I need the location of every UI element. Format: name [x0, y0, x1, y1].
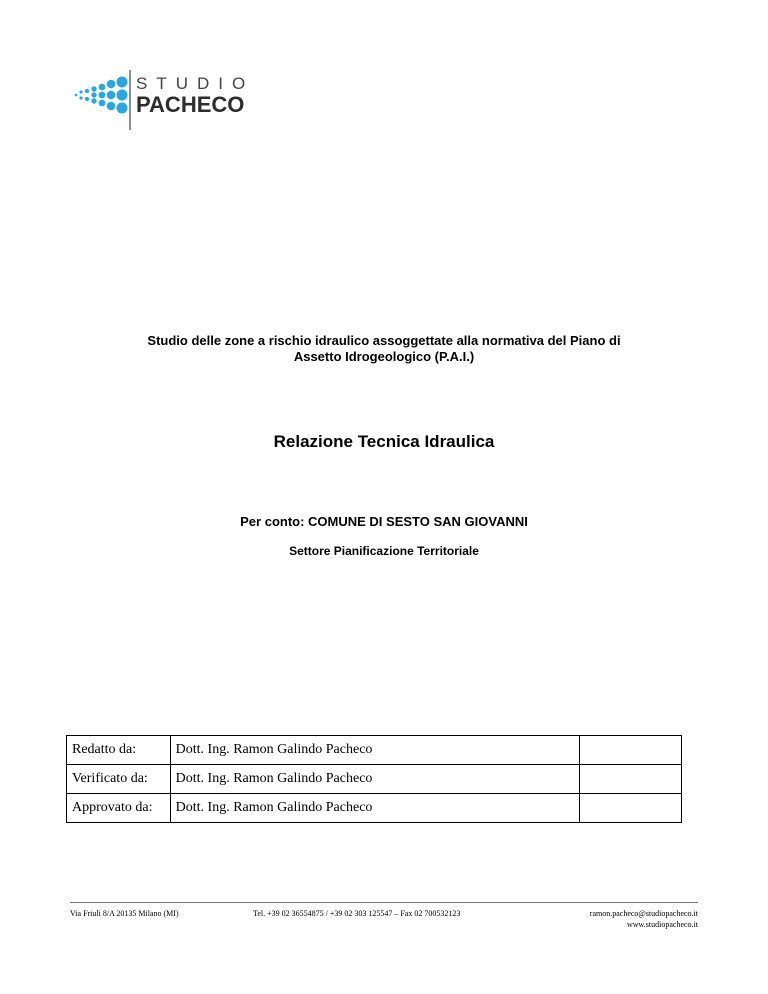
- signoff-label: Redatto da:: [67, 736, 171, 765]
- signoff-label: Approvato da:: [67, 794, 171, 823]
- document-subject: [80, 333, 688, 365]
- subject-line-2: Assetto Idrogeologico (P.A.I.): [293, 349, 475, 364]
- subject-line-1: Studio delle zone a rischio idraulico assoggettate alla normativa del Piano di: [147, 333, 621, 348]
- client-sector: Settore Pianificazione Territoriale: [289, 544, 479, 558]
- logo-divider: [129, 70, 131, 130]
- studio-pacheco-logo: [72, 70, 272, 132]
- signature-box: [580, 736, 682, 765]
- signoff-value: Dott. Ing. Ramon Galindo Pacheco: [170, 765, 580, 794]
- signoff-label: Verificato da:: [67, 765, 171, 794]
- footer-website[interactable]: www.studiopacheco.it: [626, 920, 698, 929]
- dot-swirl-logo-icon: [72, 70, 128, 120]
- table-row: [67, 736, 682, 765]
- signoff-value: Dott. Ing. Ramon Galindo Pacheco: [170, 736, 580, 765]
- footer-address: Via Friuli 8/A 20135 Milano (MI): [70, 909, 179, 918]
- document-title: Relazione Tecnica Idraulica: [273, 432, 495, 451]
- signature-box: [580, 794, 682, 823]
- client-name: Per conto: COMUNE DI SESTO SAN GIOVANNI: [240, 514, 528, 529]
- logo-word-studio: STUDIO: [136, 74, 255, 93]
- signature-box: [580, 765, 682, 794]
- logo-word-pacheco: PACHECO: [136, 92, 245, 117]
- signoff-table: [66, 735, 682, 823]
- footer-divider: [70, 902, 698, 903]
- table-row: [67, 794, 682, 823]
- footer-phone: Tel. +39 02 36554875 / +39 02 303 125547 – Fax 02 700532123: [253, 909, 461, 918]
- footer-contacts: [590, 908, 698, 930]
- signoff-value: Dott. Ing. Ramon Galindo Pacheco: [170, 794, 580, 823]
- table-row: [67, 765, 682, 794]
- footer-email[interactable]: ramon.pacheco@studiopacheco.it: [589, 909, 698, 918]
